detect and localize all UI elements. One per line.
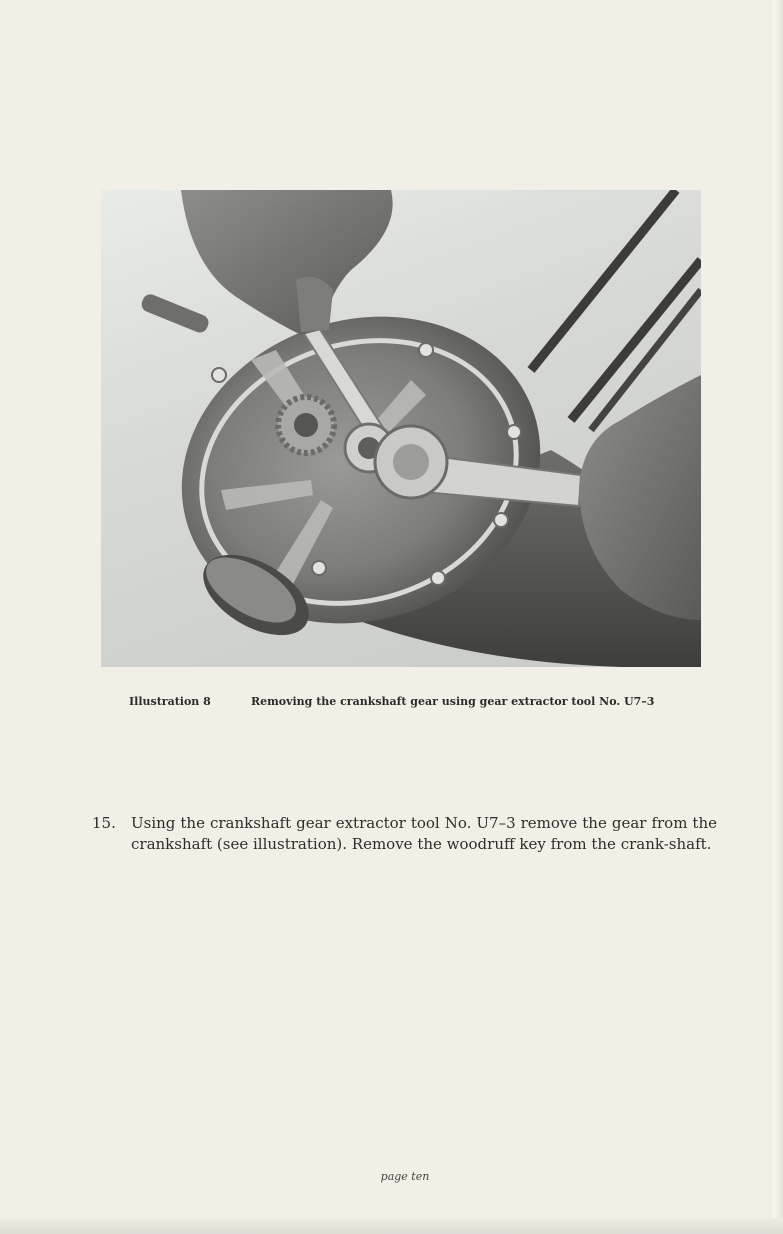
step-number: 15.	[92, 814, 116, 832]
step-text: Using the crankshaft gear extractor tool No. U7–3 remove the gear from the crankshaft (see illustration). Remove the woodruff key from the crank-shaft.	[131, 814, 717, 853]
figure-caption	[129, 695, 689, 711]
figure-label: Illustration 8	[129, 695, 211, 708]
page-bottom-edge	[0, 1218, 783, 1234]
figure-caption-text: Removing the crankshaft gear using gear extractor tool No. U7–3	[251, 695, 655, 708]
page-number: page ten	[380, 1170, 430, 1183]
instruction-step	[92, 813, 717, 855]
illustration-photo	[101, 190, 701, 667]
page-edge	[769, 0, 783, 1234]
